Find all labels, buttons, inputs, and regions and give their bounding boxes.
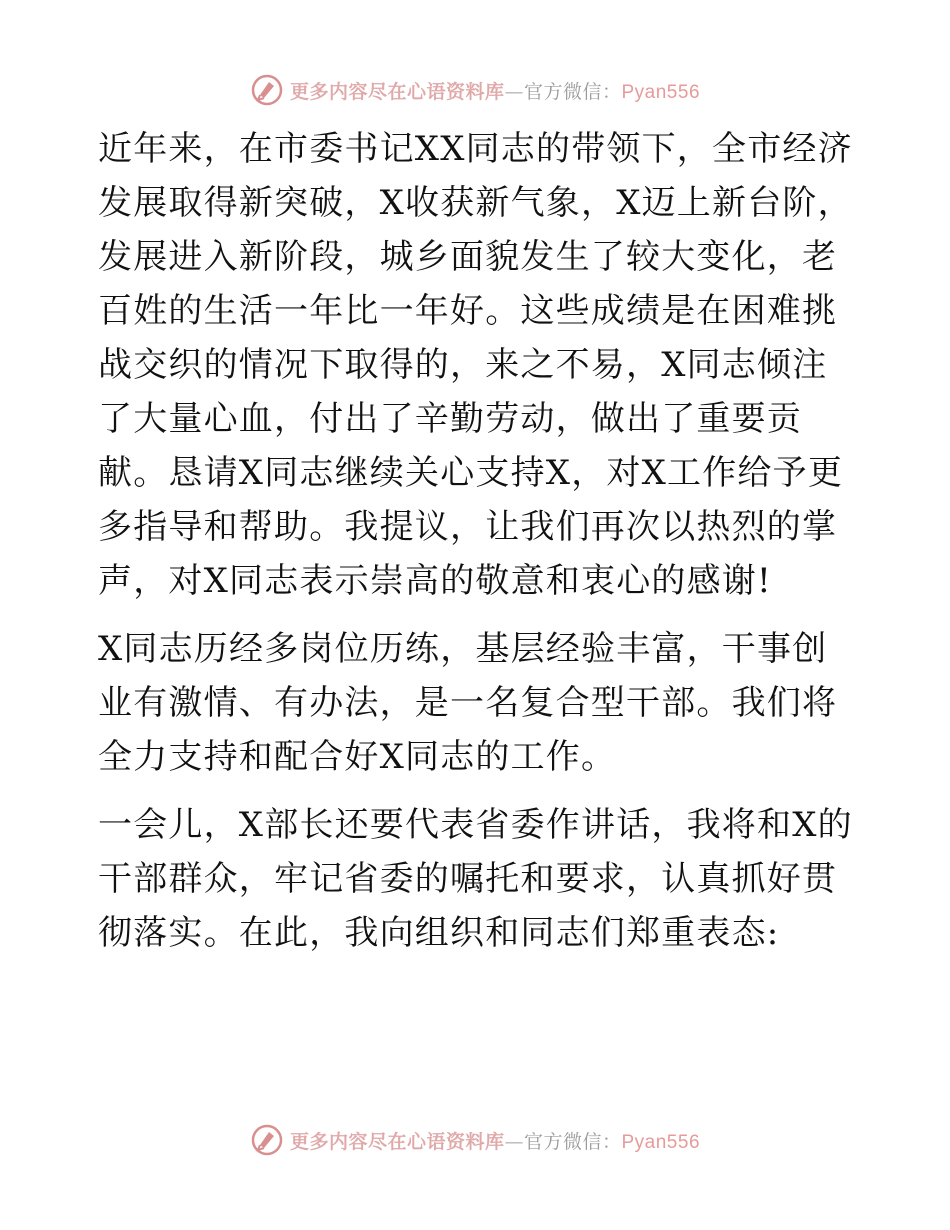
header-watermark xyxy=(0,70,950,110)
watermark-dash: — xyxy=(504,1130,524,1153)
watermark-wechat-id: Pyan556 xyxy=(621,81,701,103)
paragraph-3: 一会儿，X部长还要代表省委作讲话，我将和X的干部群众，牢记省委的嘱托和要求，认真抓好贯彻落实。在此，我向组织和同志们郑重表态: xyxy=(98,805,853,953)
watermark-dash: — xyxy=(504,80,524,103)
watermark-main-text: 更多内容尽在心语资料库 xyxy=(289,1130,505,1153)
footer-watermark xyxy=(0,1120,950,1160)
document-body xyxy=(98,122,853,974)
brand-logo-icon xyxy=(250,1123,284,1157)
watermark-wechat-label: 官方微信： xyxy=(523,1130,622,1153)
paragraph-1: 近年来，在市委书记XX同志的带领下，全市经济发展取得新突破，X收获新气象，X迈上新台阶，发展进入新阶段，城乡面貌发生了较大变化，老百姓的生活一年比一年好。这些成绩是在困难挑战交织的情况下取得的，来之不易，X同志倾注了大量心血，付出了辛勤劳动，做出了重要贡献。恳请X同志继续关心支持X，对X工作给予更多指导和帮助。我提议，让我们再次以热烈的掌声，对X同志表示崇高的敬意和衷心的感谢! xyxy=(98,129,853,601)
brand-logo-icon xyxy=(250,73,284,107)
paragraph-2: X同志历经多岗位历练，基层经验丰富，干事创业有激情、有办法，是一名复合型干部。我们将全力支持和配合好X同志的工作。 xyxy=(98,629,838,777)
watermark-wechat-id: Pyan556 xyxy=(621,1131,701,1153)
watermark-main-text: 更多内容尽在心语资料库 xyxy=(289,80,505,103)
watermark-wechat-label: 官方微信： xyxy=(523,80,622,103)
